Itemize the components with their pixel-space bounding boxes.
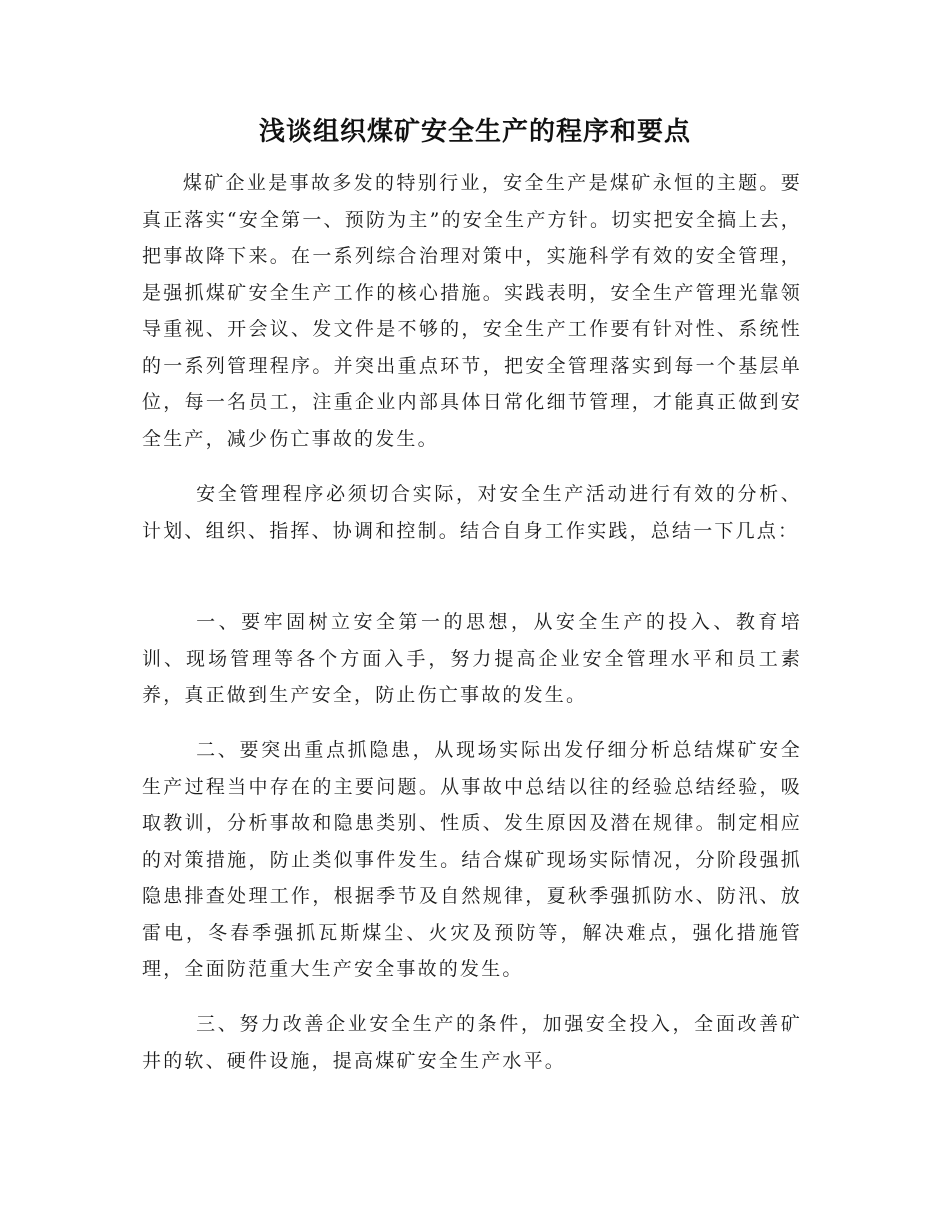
paragraph-point-two: 二、要突出重点抓隐患，从现场实际出发仔细分析总结煤矿安全生产过程当中存在的主要问题。从事故中总结以往的经验总结经验，吸取教训，分析事故和隐患类别、性质、发生原因及潜在规律。制定相应的对策措施，防止类似事件发生。结合煤矿现场实际情况，分阶段强抓隐患排查处理工作，根据季节及自然规律，夏秋季强抓防水、防汛、放雷电，冬春季强抓瓦斯煤尘、火灾及预防等，解决难点，强化措施管理，全面防范重大生产安全事故的发生。: [142, 739, 802, 980]
paragraph-point-one: 一、要牢固树立安全第一的思想，从安全生产的投入、教育培训、现场管理等各个方面入手，努力提高企业安全管理水平和员工素养，真正做到生产安全，防止伤亡事故的发生。: [142, 611, 802, 706]
document-title: 浅谈组织煤矿安全生产的程序和要点: [258, 117, 691, 147]
paragraph-principles: 安全管理程序必须切合实际，对安全生产活动进行有效的分析、计划、组织、指挥、协调和控制。结合自身工作实践，总结一下几点：: [142, 483, 802, 542]
paragraph-intro: 煤矿企业是事故多发的特别行业，安全生产是煤矿永恒的主题。要真正落实“安全第一、预防为主”的安全生产方针。切实把安全搞上去，把事故降下来。在一系列综合治理对策中，实施科学有效的安全管理，是强抓煤矿安全生产工作的核心措施。实践表明，安全生产管理光靠领导重视、开会议、发文件是不够的，安全生产工作要有针对性、系统性的一系列管理程序。并突出重点环节，把安全管理落实到每一个基层单位，每一名员工，注重企业内部具体日常化细节管理，才能真正做到安全生产，减少伤亡事故的发生。: [142, 172, 802, 450]
paragraph-point-three: 三、努力改善企业安全生产的条件，加强安全投入，全面改善矿井的软、硬件设施，提高煤矿安全生产水平。: [142, 1013, 802, 1072]
